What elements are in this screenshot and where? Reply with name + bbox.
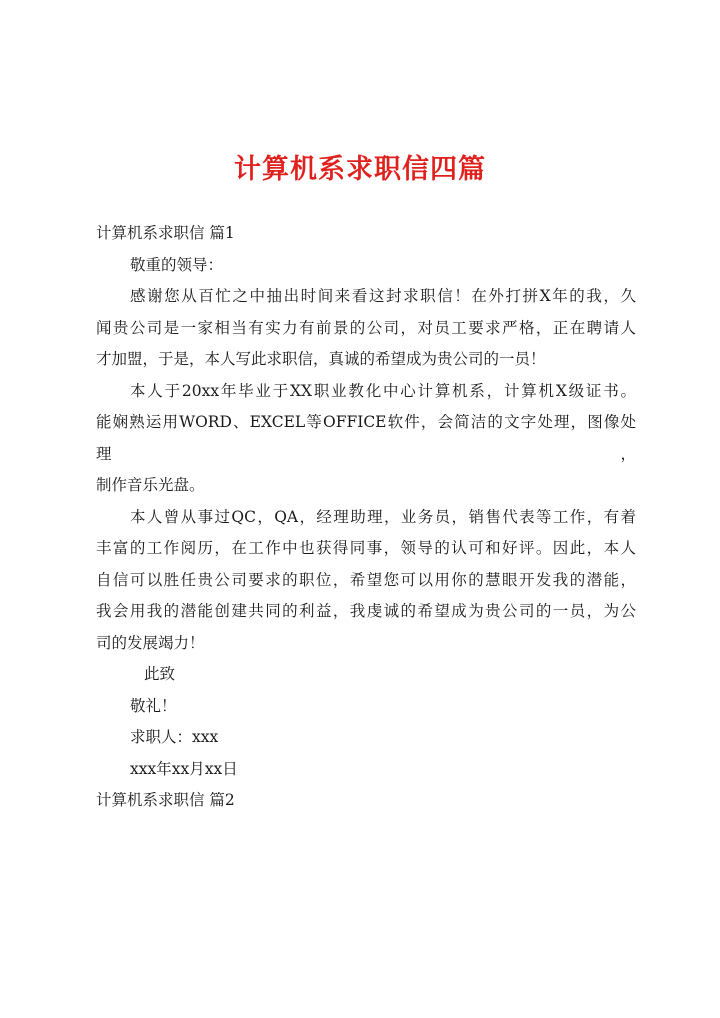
date: xxx年xx月xx日 <box>130 759 238 778</box>
section-heading-2: 计算机系求职信 篇2 <box>96 791 235 809</box>
signature: 求职人：xxx <box>130 728 219 746</box>
paragraph-1-line-2: 闻贵公司是一家相当有实力有前景的公司，对员工要求严格，正在聘请人 <box>96 318 636 337</box>
closing-cizhi: 此致 <box>144 665 176 683</box>
paragraph-2-line-2: 能娴熟运用WORD、EXCEL等OFFICE软件，会简洁的文字处理，图像处理， <box>96 413 636 463</box>
section-heading-1: 计算机系求职信 篇1 <box>96 224 235 242</box>
paragraph-1-line-3: 才加盟，于是，本人写此求职信，真诚的希望成为贵公司的一员！ <box>96 350 546 368</box>
salutation: 敬重的领导： <box>130 255 224 274</box>
paragraph-3-line-4: 我会用我的潜能创建共同的利益，我虔诚的希望成为贵公司的一员，为公 <box>96 602 636 620</box>
paragraph-3-line-5: 司的发展竭力！ <box>96 633 205 652</box>
paragraph-1-line-1: 感谢您从百忙之中抽出时间来看这封求职信！在外打拼X年的我，久 <box>130 287 636 305</box>
paragraph-3-line-3: 自信可以胜任贵公司要求的职位，希望您可以用你的慧眼开发我的潜能， <box>96 570 636 589</box>
document-title: 计算机系求职信四篇 <box>234 154 486 185</box>
document-body <box>96 218 636 817</box>
paragraph-2-line-3: 制作音乐光盘。 <box>96 476 205 494</box>
paragraph-3-line-1: 本人曾从事过QC，QA，经理助理，业务员，销售代表等工作，有着 <box>130 507 636 526</box>
paragraph-3-line-2: 丰富的工作阅历，在工作中也获得同事，领导的认可和好评。因此，本人 <box>96 539 636 557</box>
paragraph-2-line-1: 本人于20xx年毕业于XX职业教化中心计算机系，计算机X级证书。 <box>130 381 636 400</box>
closing-jingli: 敬礼！ <box>130 696 177 715</box>
